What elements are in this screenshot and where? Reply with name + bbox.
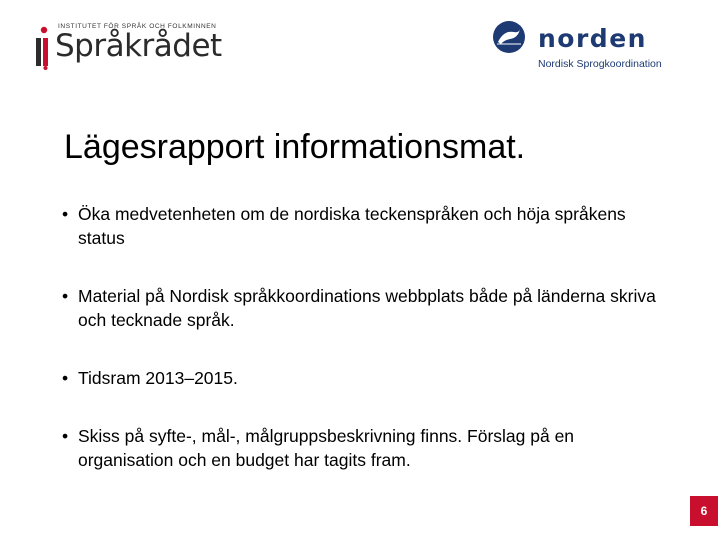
bullet-dot-icon: • <box>62 368 69 388</box>
sprakradet-mark-icon <box>34 26 54 70</box>
bullet-item <box>62 284 662 332</box>
page-number-badge: 6 <box>690 496 718 526</box>
slide-title: Lägesrapport informationsmat. <box>64 128 526 166</box>
bullet-item <box>62 424 662 472</box>
bullet-text: Material på Nordisk språkkoordinations webbplats både på länderna skriva och tecknade språk. <box>78 286 656 330</box>
norden-swan-icon <box>492 20 526 54</box>
bullet-text: Tidsram 2013–2015. <box>78 368 238 388</box>
sprakradet-tagline: INSTITUTET FÖR SPRÅK OCH FOLKMINNEN <box>58 23 217 30</box>
sprakradet-logo <box>30 20 230 68</box>
sprakradet-name: Språkrådet <box>55 28 222 64</box>
norden-wordmark: norden <box>538 24 647 53</box>
bullet-text: Skiss på syfte-, mål-, målgruppsbeskrivning finns. Förslag på en organisation och en budget har tagits fram. <box>78 426 575 470</box>
norden-logo <box>490 18 690 74</box>
bullet-item <box>62 202 662 250</box>
bullet-item <box>62 366 662 390</box>
bullet-dot-icon: • <box>62 426 69 446</box>
norden-subtitle: Nordisk Sprogkoordination <box>538 58 662 70</box>
bullet-dot-icon: • <box>62 286 69 306</box>
bullet-text: Öka medvetenheten om de nordiska teckenspråken och höja språkens status <box>78 204 626 248</box>
bullet-list <box>62 202 662 472</box>
bullet-dot-icon: • <box>62 204 69 224</box>
